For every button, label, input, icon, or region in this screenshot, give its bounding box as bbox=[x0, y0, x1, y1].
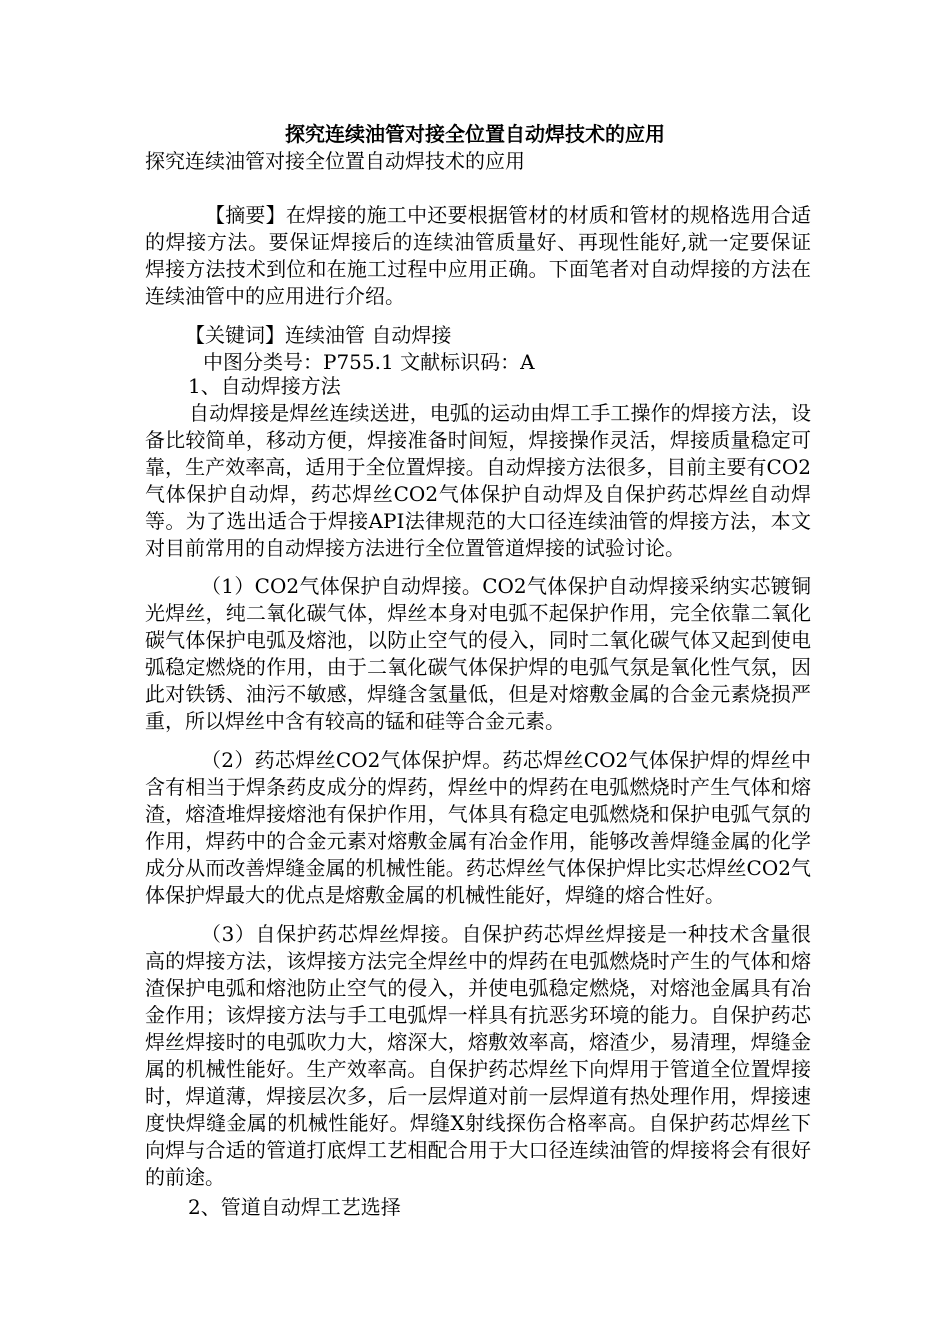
abstract-paragraph: 【摘要】在焊接的施工中还要根据管材的材质和管材的规格选用合适的焊接方法。要保证焊接后的连续油管质量好、再现性能好,就一定要保证焊接方法技术到位和在施工过程中应用正确。下面笔者对自动焊接的方法在连续油管中的应用进行介绍。 bbox=[145, 203, 811, 308]
classification-line: 中图分类号：P755.1 文献标识码：A bbox=[203, 350, 535, 374]
method-item-2: （2）药芯焊丝CO2气体保护焊。药芯焊丝CO2气体保护焊的焊丝中含有相当于焊条药皮成分的焊药，焊丝中的焊药在电弧燃烧时产生气体和熔渣，熔渣堆焊接熔池有保护作用，气体具有稳定电弧燃烧和保护电弧气氛的作用，焊药中的合金元素对熔敷金属有冶金作用，能够改善焊缝金属的化学成分从而改善焊缝金属的机械性能。药芯焊丝气体保护焊比实芯焊丝CO2气体保护焊最大的优点是熔敷金属的机械性能好，焊缝的熔合性好。 bbox=[145, 748, 811, 907]
method-item-3: （3）自保护药芯焊丝焊接。自保护药芯焊丝焊接是一种技术含量很高的焊接方法，该焊接方法完全焊丝中的焊药在电弧燃烧时产生的气体和熔渣保护电弧和熔池防止空气的侵入，并使电弧稳定燃烧，对熔池金属具有冶金作用；该焊接方法与手工电弧焊一样具有抗恶劣环境的能力。自保护药芯焊丝焊接时的电弧吹力大，熔深大，熔敷效率高，熔渣少，易清理，焊缝金属的机械性能好。生产效率高。自保护药芯焊丝下向焊用于管道全位置焊接时，焊道薄，焊接层次多，后一层焊道对前一层焊道有热处理作用，焊接速度快焊缝金属的机械性能好。焊缝X射线探伤合格率高。自保护药芯焊丝下向焊与合适的管道打底焊工艺相配合用于大口径连续油管的焊接将会有很好的前途。 bbox=[145, 922, 811, 1189]
keywords-line: 【关键词】连续油管 自动焊接 bbox=[185, 323, 452, 347]
section-heading-2: 2、管道自动焊工艺选择 bbox=[188, 1195, 401, 1219]
section-1-paragraph: 自动焊接是焊丝连续送进，电弧的运动由焊工手工操作的焊接方法，设备比较简单，移动方便，焊接准备时间短，焊接操作灵活，焊接质量稳定可靠，生产效率高，适用于全位置焊接。自动焊接方法很多，目前主要有CO2气体保护自动焊，药芯焊丝CO2气体保护自动焊及自保护药芯焊丝自动焊等。为了选出适合于焊接API法律规范的大口径连续油管的焊接方法，本文对目前常用的自动焊接方法进行全位置管道焊接的试验讨论。 bbox=[145, 401, 811, 560]
method-item-1: （1）CO2气体保护自动焊接。CO2气体保护自动焊接采纳实芯镀铜光焊丝，纯二氧化碳气体，焊丝本身对电弧不起保护作用，完全依靠二氧化碳气体保护电弧及熔池，以防止空气的侵入，同时二氧化碳气体又起到使电弧稳定燃烧的作用，由于二氧化碳气体保护焊的电弧气氛是氧化性气氛，因此对铁锈、油污不敏感，焊缝含氢量低，但是对熔敷金属的合金元素烧损严重，所以焊丝中含有较高的锰和硅等合金元素。 bbox=[145, 574, 811, 733]
document-subtitle: 探究连续油管对接全位置自动焊技术的应用 bbox=[145, 149, 525, 173]
document-title: 探究连续油管对接全位置自动焊技术的应用 bbox=[285, 122, 665, 146]
section-heading-1: 1、自动焊接方法 bbox=[188, 374, 341, 398]
